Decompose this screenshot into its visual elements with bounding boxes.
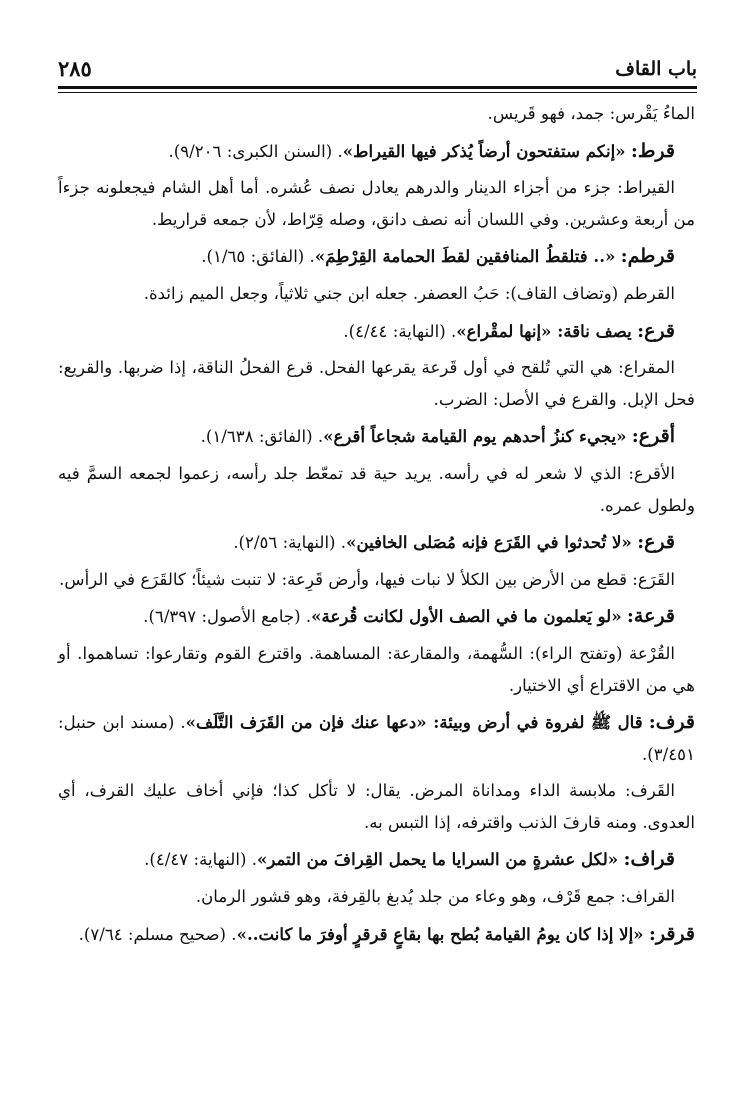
paragraph bbox=[58, 881, 695, 913]
entry-quote: «إنكم ستفتحون أرضاً يُذكر فيها القيراط» bbox=[342, 140, 626, 161]
paragraph bbox=[58, 775, 695, 838]
paragraph bbox=[58, 172, 695, 235]
entry-reference: . (النهاية: ٤/٤٧). bbox=[144, 850, 258, 870]
paragraph bbox=[58, 458, 695, 521]
entry-reference: . (جامع الأصول: ٦/٣٩٧). bbox=[143, 607, 312, 627]
paragraph-text: القَرَع: قطع من الأرض بين الكلأ لا نبات فيها، وأرض قَرِعة: لا تنبت شيئاً؛ كالقَرَع في الرأس. bbox=[59, 569, 675, 589]
paragraph-text: الأقرع: الذي لا شعر له في رأسه. يريد حية قد تمعّط جلد رأسه، زعموا لجمعه السمَّ فيه ولطول عمره. bbox=[58, 463, 695, 515]
entry-headword: أقرع: bbox=[631, 425, 675, 448]
entry-headword: قراف: bbox=[623, 848, 675, 871]
header-rule-thick bbox=[58, 86, 697, 89]
entry-headword: قرطم: bbox=[620, 245, 675, 268]
paragraph bbox=[58, 564, 695, 596]
paragraph bbox=[58, 278, 695, 310]
entry-headword: قرف: bbox=[648, 711, 695, 734]
entry-quote: «لا تُحدثوا في القَرَع فإنه مُصَلى الخافين» bbox=[346, 532, 632, 553]
entry-reference: . (مسند ابن حنبل: ٣/٤٥١). bbox=[58, 713, 695, 764]
dictionary-entry bbox=[58, 844, 695, 876]
entry-reference: . (النهاية: ٢/٥٦). bbox=[233, 533, 347, 553]
dictionary-entry bbox=[58, 421, 695, 453]
dictionary-entry bbox=[58, 241, 695, 273]
paragraph-text: المقراع: هي التي تُلقح في أول قَرعة يقرعها الفحل. قرع الفحلُ الناقة، إذا ضربها. والقريع: فحل الإبل. والقرع في الأصل: الضرب. bbox=[58, 358, 695, 409]
entry-reference: . (صحيح مسلم: ٧/٦٤). bbox=[78, 924, 237, 944]
paragraph bbox=[58, 638, 695, 701]
running-header bbox=[58, 54, 697, 84]
entry-headword: قرط: bbox=[630, 139, 675, 162]
dictionary-entry bbox=[58, 919, 695, 951]
entry-headword: قرعة: bbox=[626, 605, 675, 628]
paragraph-text: القيراط: جزء من أجزاء الدينار والدرهم يعادل نصف عُشره. أما أهل الشام فيجعلونه جزءاً من أربعة وعشرين. وفي اللسان أنه نصف دانق، وصله قِرّاط، لأن جمعه قراريط. bbox=[58, 178, 695, 229]
dictionary-entry bbox=[58, 136, 695, 168]
entry-headword: قرع: bbox=[637, 531, 675, 554]
entry-reference: . (الفائق: ١/٦٣٨). bbox=[200, 427, 324, 447]
paragraph-text: القَرف: ملابسة الداء ومداناة المرض. يقال: لا تأكل كذا؛ فإني أخاف عليك القرف، أي العدوى. ومنه قارفَ الذنب واقترفه، إذا التبس به. bbox=[58, 781, 695, 832]
paragraph bbox=[58, 98, 695, 130]
entry-quote: «.. فتلقطُ المنافقين لقطَ الحمامة القِرْطِمَ» bbox=[314, 246, 616, 267]
dictionary-entry bbox=[58, 527, 695, 559]
entry-reference: . (السنن الكبرى: ٩/٢٠٦). bbox=[168, 141, 343, 161]
entry-quote: «إلا إذا كان يومُ القيامة بُطح بها بقاعٍ قرقرٍ أوفرَ ما كانت..» bbox=[236, 923, 644, 944]
entry-headword: قرقر: bbox=[648, 922, 695, 945]
entry-reference: . (النهاية: ٤/٤٤). bbox=[343, 321, 457, 341]
paragraph-text: القرطم (وتضاف القاف): حَبُ العصفر. جعله ابن جني ثلاثياً، وجعل الميم زائدة. bbox=[143, 283, 675, 303]
entry-reference: . (الفائق: ١/٦٥). bbox=[201, 247, 315, 267]
dictionary-entry bbox=[58, 707, 695, 770]
chapter-title: باب القاف bbox=[615, 58, 697, 80]
page-body bbox=[58, 98, 695, 955]
entry-quote: يصف ناقة: «إنها لمقْراع» bbox=[456, 320, 632, 341]
dictionary-entry bbox=[58, 316, 695, 348]
entry-quote: قال ﷺ لفروة في أرض وبيئة: «دعها عنك فإن من القَرَف التَّلَف» bbox=[185, 712, 643, 733]
page-number: ٢٨٥ bbox=[58, 56, 92, 81]
paragraph bbox=[58, 352, 695, 415]
header-rule-thin bbox=[58, 92, 697, 93]
dictionary-entry bbox=[58, 601, 695, 633]
entry-quote: «يجيء كنزُ أحدهم يوم القيامة شجاعاً أقرع» bbox=[323, 426, 627, 447]
paragraph-text: القُرْعة (وتفتح الراء): السُّهمة، والمقارعة: المساهمة. واقترع القوم وتقارعوا: تساهموا. أو هي من الاقتراع أي الاختيار. bbox=[58, 643, 695, 695]
entry-quote: «لو يَعلمون ما في الصف الأول لكانت قُرعة» bbox=[311, 606, 622, 627]
entry-quote: «لكل عشرةٍ من السرايا ما يحمل القِرافَ من التمر» bbox=[257, 849, 619, 870]
entry-headword: قرع: bbox=[637, 319, 675, 342]
paragraph-text: الماءُ يَقْرس: جمد، فهو قَريس. bbox=[487, 104, 695, 123]
paragraph-text: القراف: جمع قَرْف، وهو وعاء من جلد يُدبغ بالقِرفة، وهو قشور الرمان. bbox=[195, 887, 675, 907]
